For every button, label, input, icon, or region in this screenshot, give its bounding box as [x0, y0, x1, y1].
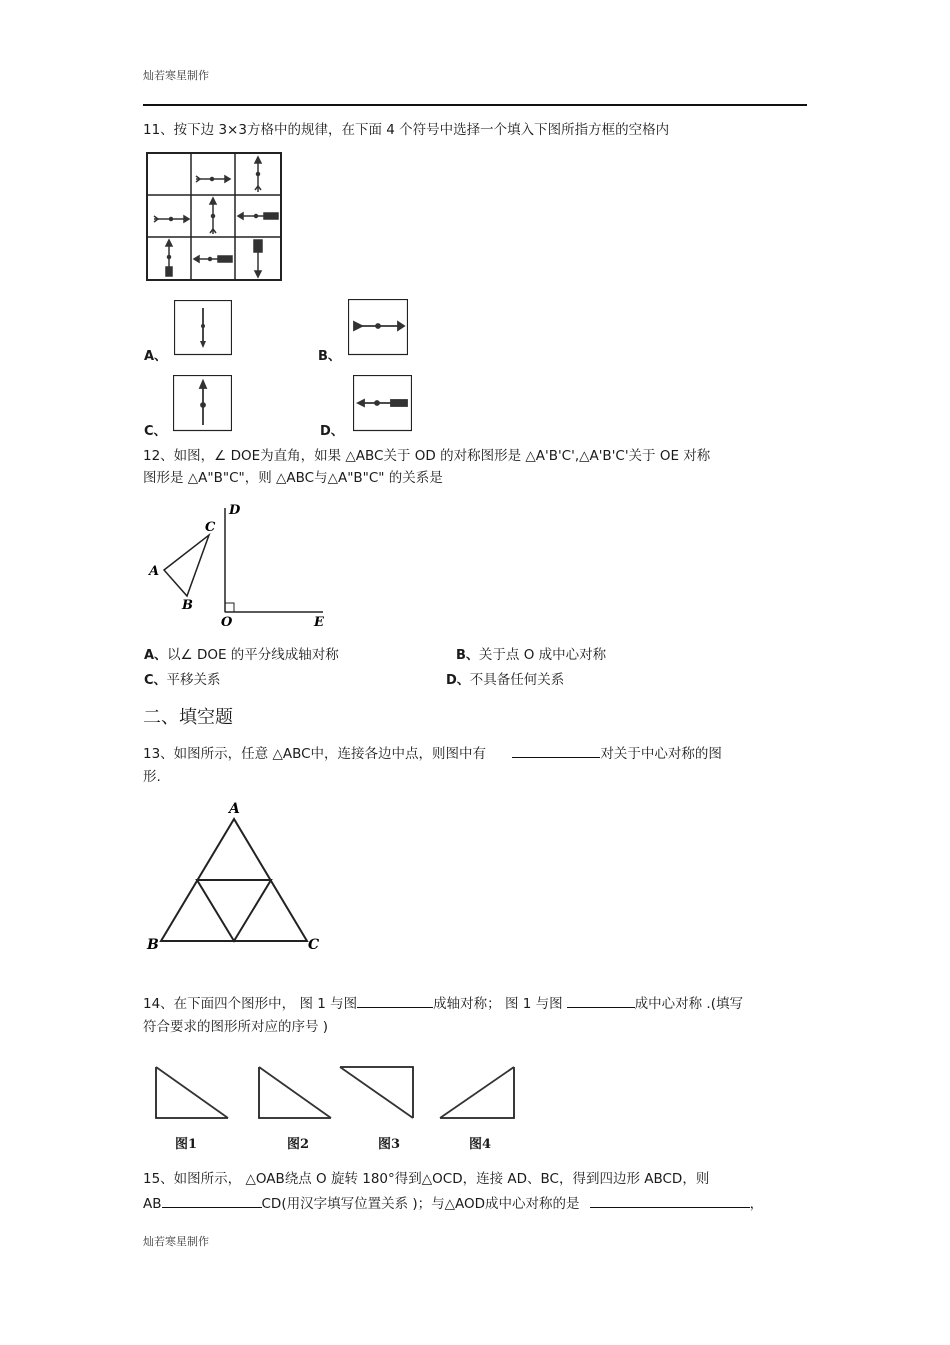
q12-option-a-label: A、	[144, 648, 168, 663]
q11-option-a-label: A、	[144, 349, 168, 364]
q11-option-c-label: C、	[144, 424, 167, 439]
q12-option-a	[144, 644, 339, 667]
q11-option-a-figure	[174, 300, 232, 356]
q12-point-a: A	[149, 564, 160, 579]
q13-line2: 形.	[143, 769, 161, 785]
q12-option-b-text: 关于点 O 成中心对称	[478, 647, 607, 663]
q12-option-d-label: D、	[446, 673, 470, 688]
q12-option-c	[144, 669, 221, 692]
q13-line1	[143, 743, 722, 765]
q15-line2-a: AB	[143, 1196, 162, 1212]
q15-line2-b: CD(用汉字填写位置关系 )；与△AOD成中心对称的是	[261, 1196, 580, 1212]
section-title: 二、填空题	[143, 707, 233, 728]
q12-option-d	[446, 669, 564, 692]
header-rule	[143, 104, 807, 106]
header-watermark: 灿若寒星制作	[143, 69, 209, 82]
q12-option-c-text: 平移关系	[166, 672, 221, 688]
q12-figure	[145, 498, 335, 632]
q15-symmetric-blank[interactable]	[590, 1193, 750, 1208]
q13-line1-a: 13、如图所示，任意 △ABC中，连接各边中点，则图中有	[143, 746, 487, 762]
q13-line1-b: 对关于中心对称的图	[600, 746, 722, 762]
q11-option-b-label: B、	[318, 349, 341, 364]
q12-point-o: O	[221, 615, 233, 630]
q13-point-c: C	[308, 937, 320, 953]
q12-option-b-label: B、	[456, 648, 479, 663]
q13-point-a: A	[229, 801, 240, 817]
q14-axis-blank[interactable]	[357, 993, 433, 1008]
q14-line2: 符合要求的图形所对应的序号 )	[143, 1019, 329, 1035]
q14-line1	[143, 993, 743, 1015]
q12-line1: 12、如图，∠ DOE为直角，如果 △ABC关于 OD 的对称图形是 △A'B'C',△A'B'C'关于 OE 对称	[143, 448, 711, 464]
q14-figures	[150, 1062, 520, 1124]
q13-answer-blank[interactable]	[512, 743, 600, 758]
q11-option-b-figure	[348, 299, 408, 356]
q14-line1-b: 成轴对称； 图 1 与图	[433, 996, 563, 1012]
q12-option-c-label: C、	[144, 673, 167, 688]
q14-line1-a: 14、在下面四个图形中， 图 1 与图	[143, 996, 358, 1012]
q15-relation-blank[interactable]	[162, 1193, 262, 1208]
q15-line2	[143, 1193, 763, 1215]
q11-text: 11、按下边 3×3方格中的规律，在下面 4 个符号中选择一个填入下图所指方框的空格内	[143, 122, 670, 138]
q12-option-d-text: 不具备任何关系	[469, 672, 565, 688]
q12-option-b	[456, 644, 606, 667]
footer-watermark: 灿若寒星制作	[143, 1235, 209, 1248]
q13-point-b: B	[147, 937, 159, 953]
q12-point-c: C	[205, 520, 216, 535]
q15-line1: 15、如图所示， △OAB绕点 O 旋转 180°得到△OCD，连接 AD、BC，得到四边形 ABCD，则	[143, 1171, 710, 1187]
q14-figure-4-caption: 图4	[469, 1137, 492, 1152]
q12-option-a-text: 以∠ DOE 的平分线成轴对称	[167, 647, 339, 663]
q11-option-d-label: D、	[320, 424, 344, 439]
q12-point-d: D	[229, 503, 241, 518]
q14-figure-3-caption: 图3	[378, 1137, 401, 1152]
q14-figure-1-caption: 图1	[175, 1137, 198, 1152]
q14-center-blank[interactable]	[567, 993, 635, 1008]
q12-line2: 图形是 △A"B"C"，则 △ABC与△A"B"C" 的关系是	[143, 470, 443, 486]
q12-point-e: E	[314, 615, 324, 630]
q13-triangle-figure	[145, 797, 325, 954]
q11-grid-figure	[146, 152, 283, 282]
q14-line1-c: 成中心对称 .(填写	[634, 996, 743, 1012]
q15-line2-c: ，	[749, 1196, 764, 1212]
q12-point-b: B	[182, 598, 193, 613]
q14-figure-2-caption: 图2	[287, 1137, 310, 1152]
q11-option-d-figure	[353, 375, 412, 432]
q11-option-c-figure	[173, 375, 232, 432]
